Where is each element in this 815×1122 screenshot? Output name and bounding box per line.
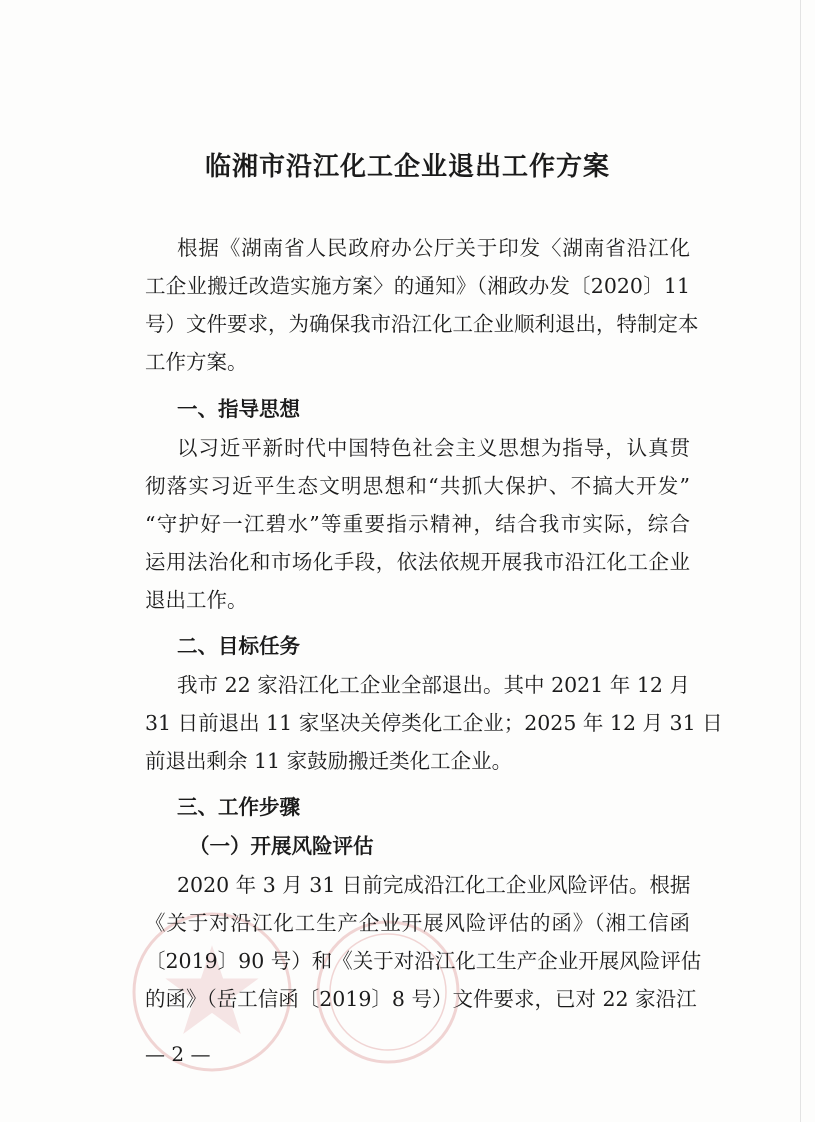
paragraph-line: 号）文件要求，为确保我市沿江化工企业顺利退出，特制定本 (145, 312, 699, 336)
paragraph-line: “守护好一江碧水”等重要指示精神，结合我市实际，综合 (145, 512, 690, 536)
paragraph-line: 2020 年 3 月 31 日前完成沿江化工企业风险评估。根据 (177, 873, 691, 897)
section-heading: 二、目标任务 (177, 634, 300, 658)
paragraph-line: 运用法治化和市场化手段，依法依规开展我市沿江化工企业 (145, 550, 690, 574)
paragraph-line: 工企业搬迁改造实施方案〉的通知》（湘政办发〔2020〕11 (145, 274, 690, 298)
paragraph-line: 31 日前退出 11 家坚决关停类化工企业；2025 年 12 月 31 日 (145, 711, 723, 735)
paragraph-line: 《关于对沿江化工生产企业开展风险评估的函》（湘工信函 (145, 911, 690, 935)
paragraph-line: 工作方案。 (145, 350, 248, 374)
paragraph-line: 前退出剩余 11 家鼓励搬迁类化工企业。 (145, 749, 513, 773)
subsection-heading: （一）开展风险评估 (189, 834, 374, 858)
paragraph-line: 彻落实习近平生态文明思想和“共抓大保护、不搞大开发” (145, 474, 690, 498)
section-heading: 一、指导思想 (177, 397, 300, 421)
document-title: 临湘市沿江化工企业退出工作方案 (204, 152, 610, 182)
paragraph-line: 〔2019〕90 号）和《关于对沿江化工生产企业开展风险评估 (145, 949, 702, 973)
paragraph-line: 根据《湖南省人民政府办公厅关于印发〈湖南省沿江化 (177, 236, 690, 260)
paragraph-line: 退出工作。 (145, 588, 248, 612)
paragraph-line: 以习近平新时代中国特色社会主义思想为指导，认真贯 (177, 436, 690, 460)
paragraph-line: 我市 22 家沿江化工企业全部退出。其中 2021 年 12 月 (177, 673, 690, 697)
page-number: — 2 — (145, 1042, 211, 1066)
paragraph-line: 的函》（岳工信函〔2019〕8 号）文件要求，已对 22 家沿江 (145, 987, 697, 1011)
section-heading: 三、工作步骤 (177, 795, 300, 819)
